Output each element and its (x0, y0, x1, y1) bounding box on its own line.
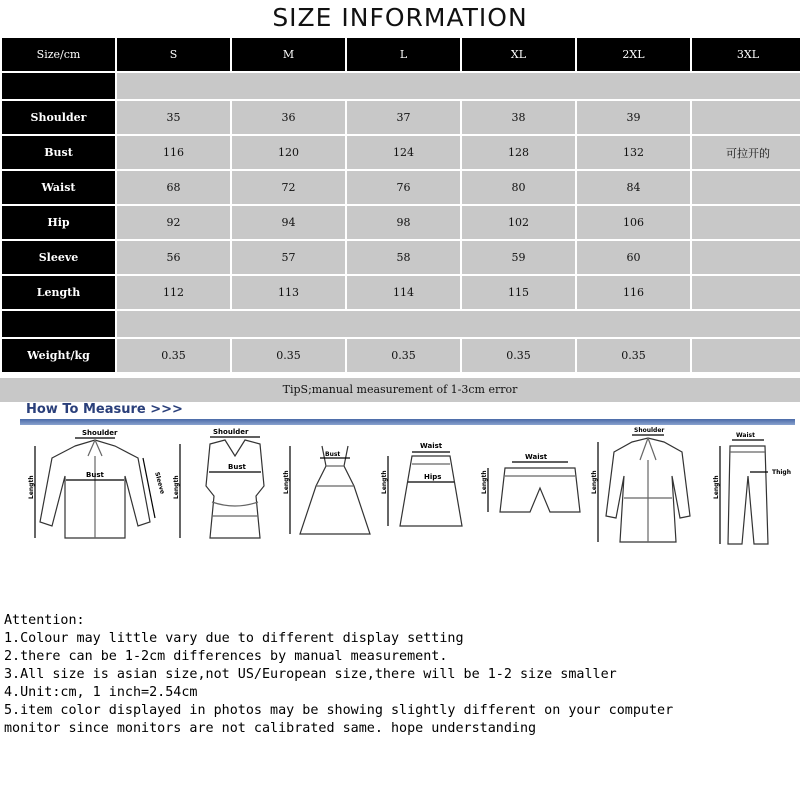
how-to-measure-panel (20, 402, 795, 565)
table-cell: 0.35 (347, 339, 460, 372)
size-header: 2XL (577, 38, 690, 71)
shorts-diagram (481, 453, 580, 512)
table-cell: 59 (462, 241, 575, 274)
table-cell (692, 339, 800, 372)
table-cell: 38 (462, 101, 575, 134)
table-cell (692, 171, 800, 204)
table-row (2, 171, 800, 204)
table-cell: 116 (577, 276, 690, 309)
table-cell: 0.35 (117, 339, 230, 372)
shoulder-label: Shoulder (213, 428, 249, 436)
attention-heading: Attention: (4, 613, 85, 628)
table-row (2, 136, 800, 169)
table-cell: 36 (232, 101, 345, 134)
table-cell: 115 (462, 276, 575, 309)
table-cell: 113 (232, 276, 345, 309)
row-label: Sleeve (2, 241, 115, 274)
heading-band (20, 419, 795, 425)
attention-line: 2.there can be 1-2cm differences by manual measurement. (4, 649, 448, 664)
bust-label: Bust (325, 451, 341, 458)
row-label: Bust (2, 136, 115, 169)
table-row (2, 276, 800, 309)
waist-label: Waist (525, 453, 548, 461)
row-label: Waist (2, 171, 115, 204)
length-label: Length (381, 470, 388, 494)
length-label: Length (481, 470, 488, 494)
length-label: Length (713, 475, 720, 499)
table-row (2, 206, 800, 239)
table-cell: 114 (347, 276, 460, 309)
table-header-row (2, 38, 800, 71)
corner-cell: Size/cm (2, 38, 115, 71)
tank-top-diagram (173, 428, 264, 538)
table-row (2, 101, 800, 134)
page-title: SIZE INFORMATION (272, 3, 528, 32)
table-cell: 84 (577, 171, 690, 204)
row-label: Hip (2, 206, 115, 239)
row-label: Length (2, 276, 115, 309)
attention-line: 5.item color displayed in photos may be showing slightly different on your computer (4, 703, 674, 718)
bust-label: Bust (86, 471, 104, 479)
table-cell: 102 (462, 206, 575, 239)
table-cell: 37 (347, 101, 460, 134)
table-cell: 92 (117, 206, 230, 239)
table-cell: 57 (232, 241, 345, 274)
table-cell: 58 (347, 241, 460, 274)
table-cell: 116 (117, 136, 230, 169)
table-cell: 56 (117, 241, 230, 274)
skirt-diagram (381, 442, 462, 526)
waist-label: Waist (420, 442, 443, 450)
coat-diagram (591, 427, 690, 542)
table-cell: 可拉开的 (692, 136, 800, 169)
how-to-measure-heading: How To Measure >>> (26, 402, 183, 417)
sleeve-label: Sleeve (153, 471, 166, 495)
table-row (2, 241, 800, 274)
waist-label: Waist (736, 432, 755, 439)
table-cell (692, 101, 800, 134)
table-cell: 80 (462, 171, 575, 204)
thigh-label: Thigh (772, 469, 791, 476)
attention-line: 1.Colour may little vary due to different display setting (4, 631, 464, 646)
hips-label: Hips (424, 473, 442, 481)
tips-bar: TipS;manual measurement of 1-3cm error (0, 378, 800, 402)
table-cell: 35 (117, 101, 230, 134)
table-cell: 39 (577, 101, 690, 134)
table-cell (692, 241, 800, 274)
length-label: Length (283, 470, 290, 494)
table-cell: 68 (117, 171, 230, 204)
table-cell: 72 (232, 171, 345, 204)
table-cell: 128 (462, 136, 575, 169)
table-cell: 76 (347, 171, 460, 204)
table-cell: 98 (347, 206, 460, 239)
table-cell: 0.35 (462, 339, 575, 372)
attention-line: monitor since monitors are not calibrated same. hope understanding (4, 721, 537, 736)
table-cell: 60 (577, 241, 690, 274)
size-header: L (347, 38, 460, 71)
table-cell: 0.35 (232, 339, 345, 372)
size-header: 3XL (692, 38, 800, 71)
row-label: Weight/kg (2, 339, 115, 372)
table-cell: 112 (117, 276, 230, 309)
spacer-row (2, 311, 800, 337)
table-cell: 0.35 (577, 339, 690, 372)
shoulder-label: Shoulder (82, 429, 118, 437)
strap-dress-diagram (283, 446, 370, 534)
size-header: M (232, 38, 345, 71)
pants-diagram (713, 432, 791, 544)
length-label: Length (173, 475, 180, 499)
table-cell: 132 (577, 136, 690, 169)
spacer-row (2, 73, 800, 99)
size-header: XL (462, 38, 575, 71)
size-header: S (117, 38, 230, 71)
table-cell: 106 (577, 206, 690, 239)
size-table (0, 36, 800, 374)
attention-line: 3.All size is asian size,not US/European size,there will be 1-2 size smaller (4, 667, 617, 682)
length-label: Length (591, 470, 598, 494)
length-label: Length (28, 475, 35, 499)
attention-notes (4, 612, 796, 738)
blouse-diagram (28, 429, 166, 538)
table-cell: 120 (232, 136, 345, 169)
bust-label: Bust (228, 463, 246, 471)
attention-line: 4.Unit:cm, 1 inch=2.54cm (4, 685, 198, 700)
shoulder-label: Shoulder (634, 427, 665, 434)
table-cell (692, 206, 800, 239)
row-label: Shoulder (2, 101, 115, 134)
table-row (2, 339, 800, 372)
table-cell: 94 (232, 206, 345, 239)
measure-illustrations (20, 426, 795, 565)
table-cell (692, 276, 800, 309)
table-cell: 124 (347, 136, 460, 169)
